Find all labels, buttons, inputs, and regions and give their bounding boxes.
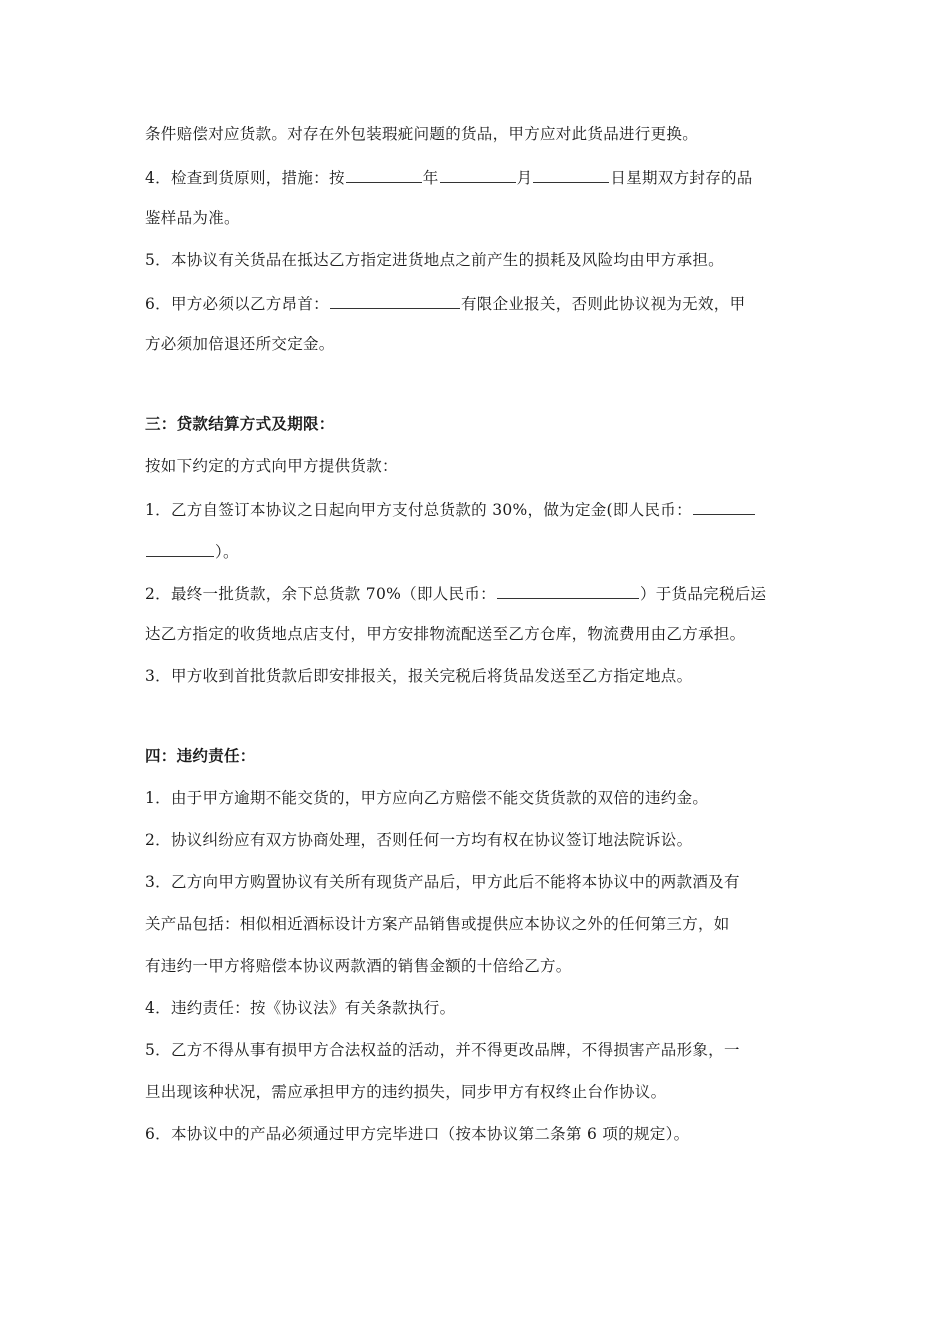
- clause-3-2-text-end: ）于货品完税后运: [639, 585, 767, 603]
- section-3-intro: 按如下约定的方式向甲方提供货款：: [145, 457, 398, 475]
- clause-3-1-text-end: ）。: [215, 543, 239, 561]
- clause-3-2-text: 2．最终一批货款，余下总货款 70%（即人民币：: [145, 585, 496, 603]
- deposit-amount-blank-cont: [146, 540, 214, 557]
- clause-4-5-line2: 旦出现该种状况，需应承担甲方的违约损失，同步甲方有权终止台作协议。: [145, 1083, 667, 1101]
- clause-4-5-line1: 5．乙方不得从事有损甲方合法权益的活动，并不得更改品牌，不得损害产品形象，一: [145, 1041, 740, 1059]
- clause-3-2-line1: [145, 582, 766, 604]
- clause-2-6-text: 6．甲方必须以乙方昂首：: [145, 295, 329, 313]
- day-blank: [533, 166, 609, 183]
- clause-2-6-line2: 方必须加倍退还所交定金。: [145, 335, 335, 353]
- clause-4-3-line2: 关产品包括：相似相近酒标设计方案产品销售或提供应本协议之外的任何第三方，如: [145, 915, 730, 933]
- section-3-heading: 三：贷款结算方式及期限：: [145, 414, 335, 433]
- clause-4-4: 4．违约责任：按《协议法》有关条款执行。: [145, 999, 456, 1017]
- month-blank: [440, 166, 516, 183]
- clause-2-3-continuation: 条件赔偿对应货款。对存在外包装瑕疵问题的货品，甲方应对此货品进行更换。: [145, 125, 699, 143]
- company-name-blank: [330, 292, 460, 309]
- year-blank: [346, 166, 422, 183]
- clause-4-6: 6．本协议中的产品必须通过甲方完毕进口（按本协议第二条第 6 项的规定）。: [145, 1125, 690, 1143]
- clause-3-3: 3．甲方收到首批货款后即安排报关，报关完税后将货品发送至乙方指定地点。: [145, 667, 693, 685]
- clause-2-5: 5．本协议有关货品在抵达乙方指定进货地点之前产生的损耗及风险均由甲方承担。: [145, 251, 724, 269]
- clause-2-4-line2: 鉴样品为准。: [145, 209, 240, 227]
- deposit-amount-blank: [693, 498, 755, 515]
- clause-2-4-text: 4．检查到货原则，措施：按: [145, 169, 345, 187]
- clause-4-2: 2．协议纠纷应有双方协商处理，否则任何一方均有权在协议签订地法院诉讼。: [145, 831, 693, 849]
- balance-amount-blank: [497, 582, 639, 599]
- clause-2-6-line1: [145, 292, 745, 314]
- clause-2-6-text-end: 有限企业报关，否则此协议视为无效，甲: [460, 295, 746, 313]
- clause-3-2-line2: 达乙方指定的收货地点店支付，甲方安排物流配送至乙方仓库，物流费用由乙方承担。: [145, 625, 746, 643]
- clause-4-3-line3: 有违约一甲方将赔偿本协议两款酒的销售金额的十倍给乙方。: [145, 957, 572, 975]
- clause-2-4-line1: [145, 166, 753, 188]
- clause-4-3-line1: 3．乙方向甲方购置协议有关所有现货产品后，甲方此后不能将本协议中的两款酒及有: [145, 873, 740, 891]
- clause-3-1-line2: [145, 540, 239, 562]
- section-4-heading: 四：违约责任：: [145, 746, 256, 765]
- clause-4-1: 1．由于甲方逾期不能交货的，甲方应向乙方赔偿不能交货货款的双倍的违约金。: [145, 789, 709, 807]
- clause-2-4-text-end: 日星期双方封存的品: [610, 169, 753, 187]
- clause-3-1-line1: [145, 498, 756, 520]
- month-label: 月: [516, 169, 533, 187]
- clause-3-1-text: 1．乙方自签订本协议之日起向甲方支付总货款的 30%，做为定金(即人民币：: [145, 501, 692, 519]
- year-label: 年: [422, 169, 439, 187]
